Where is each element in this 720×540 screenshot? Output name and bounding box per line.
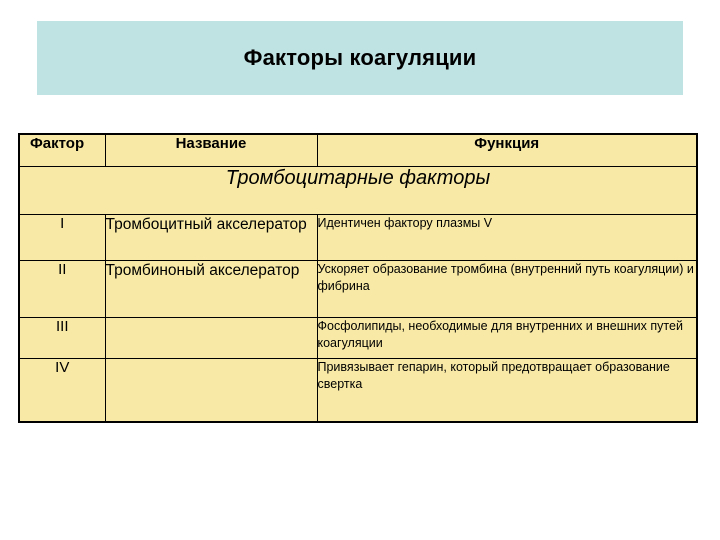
section-row: [19, 167, 697, 215]
table-row: [19, 359, 697, 423]
factor-name: Тромбоцитный акселератор: [105, 215, 317, 261]
column-header-function: Функция: [317, 134, 697, 167]
factor-name: Тромбиноный акселератор: [105, 261, 317, 318]
table-row: [19, 261, 697, 318]
factor-name: [105, 359, 317, 423]
title-banner: [37, 21, 683, 95]
factor-function: Фосфолипиды, необходимые для внутренних и внешних путей коагуляции: [317, 318, 697, 359]
factor-name: [105, 318, 317, 359]
factor-number: I: [19, 215, 105, 261]
section-label: Тромбоцитарные факторы: [19, 167, 697, 215]
coagulation-factors-table: [18, 133, 698, 423]
table-row: [19, 318, 697, 359]
factor-function: Ускоряет образование тромбина (внутренний путь коагуляции) и фибрина: [317, 261, 697, 318]
page-title: Факторы коагуляции: [243, 45, 477, 70]
factor-number: II: [19, 261, 105, 318]
column-header-name: Название: [105, 134, 317, 167]
column-header-factor: Фактор: [19, 134, 105, 167]
factor-number: III: [19, 318, 105, 359]
factor-function: Идентичен фактору плазмы V: [317, 215, 697, 261]
factor-number: IV: [19, 359, 105, 423]
table-row: [19, 215, 697, 261]
factor-function: Привязывает гепарин, который предотвращает образование свертка: [317, 359, 697, 423]
table-header-row: [19, 134, 697, 167]
